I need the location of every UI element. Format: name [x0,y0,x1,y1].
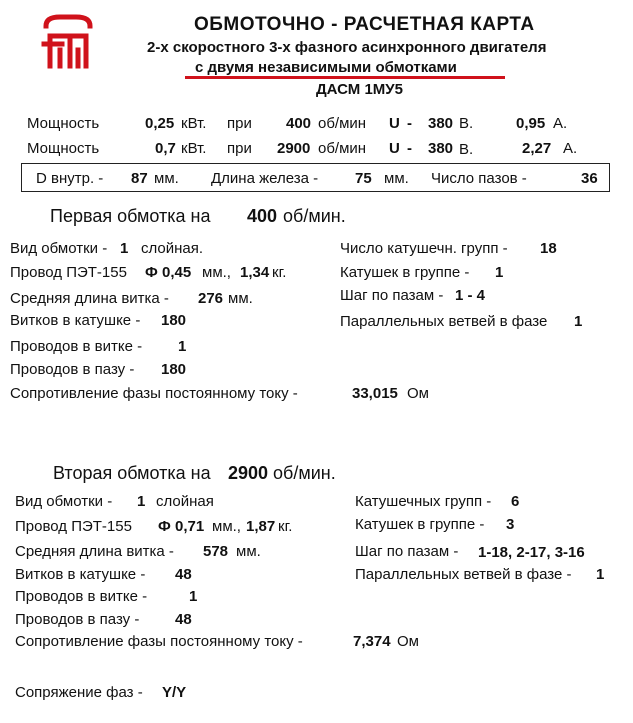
coil-groups-value: 6 [511,493,520,510]
power-value: 0,25 [145,115,175,132]
resistance-label: Сопротивление фазы постоянному току - [15,633,303,650]
winding-type-label: Вид обмотки - [10,240,108,257]
wire-phi: Ф [158,518,171,535]
wire-mass: 1,87 [246,518,276,535]
coils-per-group-value: 1 [495,264,504,281]
voltage-value: 380 [428,115,454,132]
turn-length-label: Средняя длина витка - [10,290,169,307]
winding-type-label: Вид обмотки - [15,493,113,510]
winding-type-value: 1 [137,493,146,510]
power-unit: кВт. [181,115,207,132]
winding-logo [40,14,96,72]
u-dash: - [407,140,412,157]
wires-per-turn-label: Проводов в витке - [10,338,143,355]
coils-per-group-label: Катушек в группе - [340,264,470,281]
core-length-label: Длина железа - [211,170,319,187]
slot-pitch-value: 1 - 4 [455,287,486,304]
u-label: U [389,115,400,132]
parallel-branches-value: 1 [574,313,583,330]
section-speed: 2900 [228,463,269,483]
section-speed: 400 [247,206,278,226]
core-length-unit: мм. [384,170,409,187]
speed-unit: об/мин [318,140,367,157]
wires-per-slot-value: 48 [175,611,192,628]
slot-pitch-label: Шаг по пазам - [340,287,444,304]
slot-pitch-label: Шаг по пазам - [355,543,459,560]
subtitle-engine: 2-х скоростного 3-х фазного асинхронного двигателя [147,39,547,56]
coils-per-group-label: Катушек в группе - [355,516,485,533]
phase-connection-label: Сопряжение фаз - [15,684,143,701]
winding-type-value: 1 [120,240,129,257]
current-value: 0,95 [516,115,546,132]
slots-label: Число пазов - [431,170,527,187]
coils-per-group-value: 3 [506,516,515,533]
power-value: 0,7 [155,140,176,157]
u-dash: - [407,115,412,132]
turn-length-label: Средняя длина витка - [15,543,174,560]
coil-groups-label: Число катушечн. групп - [340,240,508,257]
current-value: 2,27 [522,140,552,157]
turns-value: 48 [175,566,192,583]
resistance-value: 7,374 [353,633,391,650]
wire-label: Провод ПЭТ-155 [10,264,127,281]
section-speed-unit: об/мин. [283,206,346,226]
turn-length-unit: мм. [228,290,253,307]
power-unit: кВт. [181,140,207,157]
wire-phi: Ф [145,264,158,281]
section-heading: Вторая обмотка на [53,463,211,483]
winding-type-text: слойная. [141,240,204,257]
turns-value: 180 [161,312,187,329]
resistance-label: Сопротивление фазы постоянному току - [10,385,298,402]
current-unit: А. [553,115,568,132]
wire-label: Провод ПЭТ-155 [15,518,132,535]
at-label: при [227,115,252,132]
wires-per-slot-label: Проводов в пазу - [10,361,135,378]
speed-value: 400 [286,115,312,132]
voltage-unit: В. [459,115,474,132]
u-label: U [389,140,400,157]
at-label: при [227,140,252,157]
resistance-value: 33,015 [352,385,398,402]
section-speed-unit: об/мин. [273,463,336,483]
wire-mass: 1,34 [240,264,270,281]
wire-unit: мм., [212,518,241,535]
d-inner-value: 87 [131,170,148,187]
subtitle-windings: с двумя независимыми обмотками [195,59,457,76]
voltage-unit: В. [459,141,474,158]
parallel-branches-label: Параллельных ветвей в фазе - [355,566,572,583]
parallel-branches-value: 1 [596,566,605,583]
wire-diameter: 0,71 [175,518,205,535]
wires-per-turn-value: 1 [178,338,187,355]
parallel-branches-label: Параллельных ветвей в фазе [340,313,548,330]
turn-length-unit: мм. [236,543,261,560]
resistance-unit: Ом [407,385,429,402]
turns-label: Витков в катушке - [15,566,146,583]
wires-per-turn-label: Проводов в витке - [15,588,148,605]
power-label: Мощность [27,140,100,157]
section-heading: Первая обмотка на [50,206,211,226]
title-underline [185,76,505,79]
power-label: Мощность [27,115,100,132]
core-length-value: 75 [355,170,372,187]
wire-unit: мм., [202,264,231,281]
speed-unit: об/мин [318,115,367,132]
d-inner-unit: мм. [154,170,179,187]
slot-pitch-value: 1-18, 2-17, 3-16 [478,544,585,561]
coil-groups-label: Катушечных групп - [355,493,492,510]
d-inner-label: D внутр. - [36,170,104,187]
current-unit: А. [563,140,578,157]
turns-label: Витков в катушке - [10,312,141,329]
winding-type-text: слойная [156,493,214,510]
wires-per-turn-value: 1 [189,588,198,605]
voltage-value: 380 [428,140,454,157]
slots-value: 36 [581,170,598,187]
wire-diameter: 0,45 [162,264,192,281]
wires-per-slot-label: Проводов в пазу - [15,611,140,628]
resistance-unit: Ом [397,633,419,650]
page-title: ОБМОТОЧНО - РАСЧЕТНАЯ КАРТА [194,14,535,35]
speed-value: 2900 [277,140,311,157]
wire-mass-unit: кг. [272,264,287,281]
turn-length-value: 276 [198,290,224,307]
wires-per-slot-value: 180 [161,361,187,378]
model-name: ДАСМ 1МУ5 [316,81,403,98]
turn-length-value: 578 [203,543,229,560]
phase-connection-value: Y/Y [162,684,187,701]
wire-mass-unit: кг. [278,518,293,535]
coil-groups-value: 18 [540,240,557,257]
